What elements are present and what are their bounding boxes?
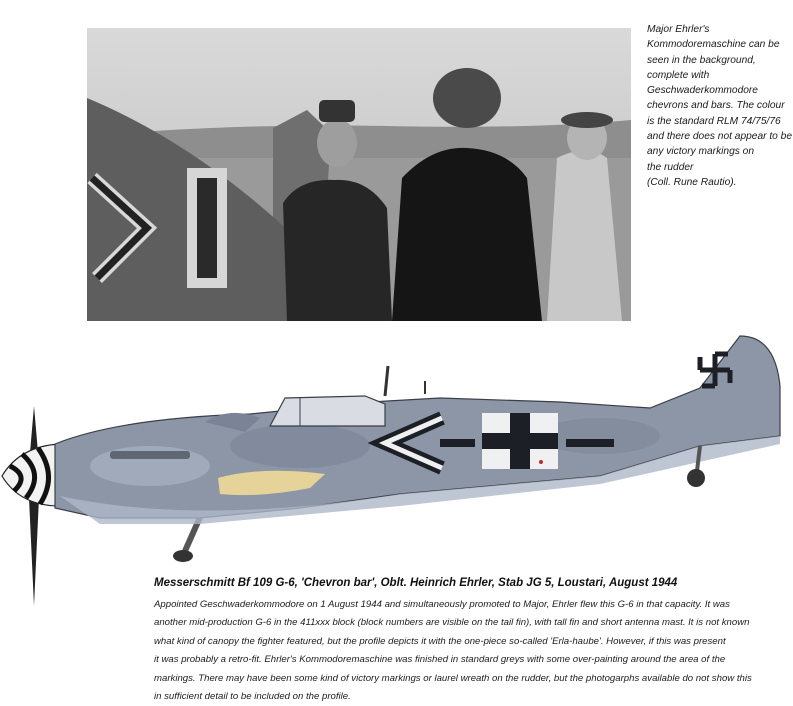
main-gear-wheel — [173, 550, 193, 562]
canopy — [270, 396, 385, 426]
tail-swastika — [692, 348, 738, 394]
photo-caption-line: chevrons and bars. The colour — [647, 100, 785, 112]
photo-caption-line: is the standard RLM 74/75/76 — [647, 115, 781, 127]
photo-caption-line: (Coll. Rune Rautio). — [647, 176, 737, 188]
profile-title: Messerschmitt Bf 109 G-6, 'Chevron bar', Oblt. Heinrich Ehrler, Stab JG 5, Loustari, August 1944 — [154, 577, 678, 589]
photo-caption-line: the rudder — [647, 161, 694, 173]
photo-caption-line: and there does not appear to be — [647, 131, 793, 143]
description-line: in sufficient detail to be included on the profile. — [154, 691, 351, 703]
aircraft-profile — [0, 326, 793, 608]
antenna-mast — [385, 366, 388, 396]
aircraft-profile-drawing — [0, 326, 793, 608]
profile-description — [154, 596, 784, 706]
horizontal-bar-rear — [566, 439, 614, 447]
photo-man-left — [283, 180, 392, 321]
photo-caption-line: Geschwaderkommodore — [647, 85, 758, 97]
spinner — [2, 444, 60, 506]
photo-man-center — [392, 148, 542, 321]
description-line: Appointed Geschwaderkommodore on 1 August 1944 and simultaneously promoted to Major, Ehrler flew this G-6 in that capacity. It was — [154, 599, 730, 610]
archive-photo — [87, 28, 631, 321]
photo-caption-line: complete with — [647, 69, 710, 81]
photo-illustration — [87, 28, 631, 321]
horizontal-bar-front — [440, 439, 475, 447]
description-line: another mid-production G-6 in the 411xxx block (block numbers are visible on the tail fin), with tall fin and short antenna mast. It is not known — [154, 617, 750, 629]
description-line: what kind of canopy the fighter featured, but the profile depicts it with the one-piece so-called 'Erla-haube'. However, if this was present — [154, 635, 726, 647]
photo-caption-line: Major Ehrler's — [647, 24, 710, 35]
tail-wheel — [687, 469, 705, 487]
photo-caption — [647, 22, 793, 190]
description-line: it was probably a retro-fit. Ehrler's Kommodoremaschine was finished in standard greys with some over-painting around the area of the — [154, 654, 726, 666]
exhaust-stacks — [110, 451, 190, 459]
photo-caption-line: Kommodoremaschine can be — [647, 39, 780, 51]
photo-caption-line: seen in the background, — [647, 54, 756, 66]
photo-caption-line: any victory markings on — [647, 146, 755, 158]
description-line: markings. There may have been some kind of victory markings or laurel wreath on the rudder, but the photogarphs available do not show this — [154, 672, 752, 684]
